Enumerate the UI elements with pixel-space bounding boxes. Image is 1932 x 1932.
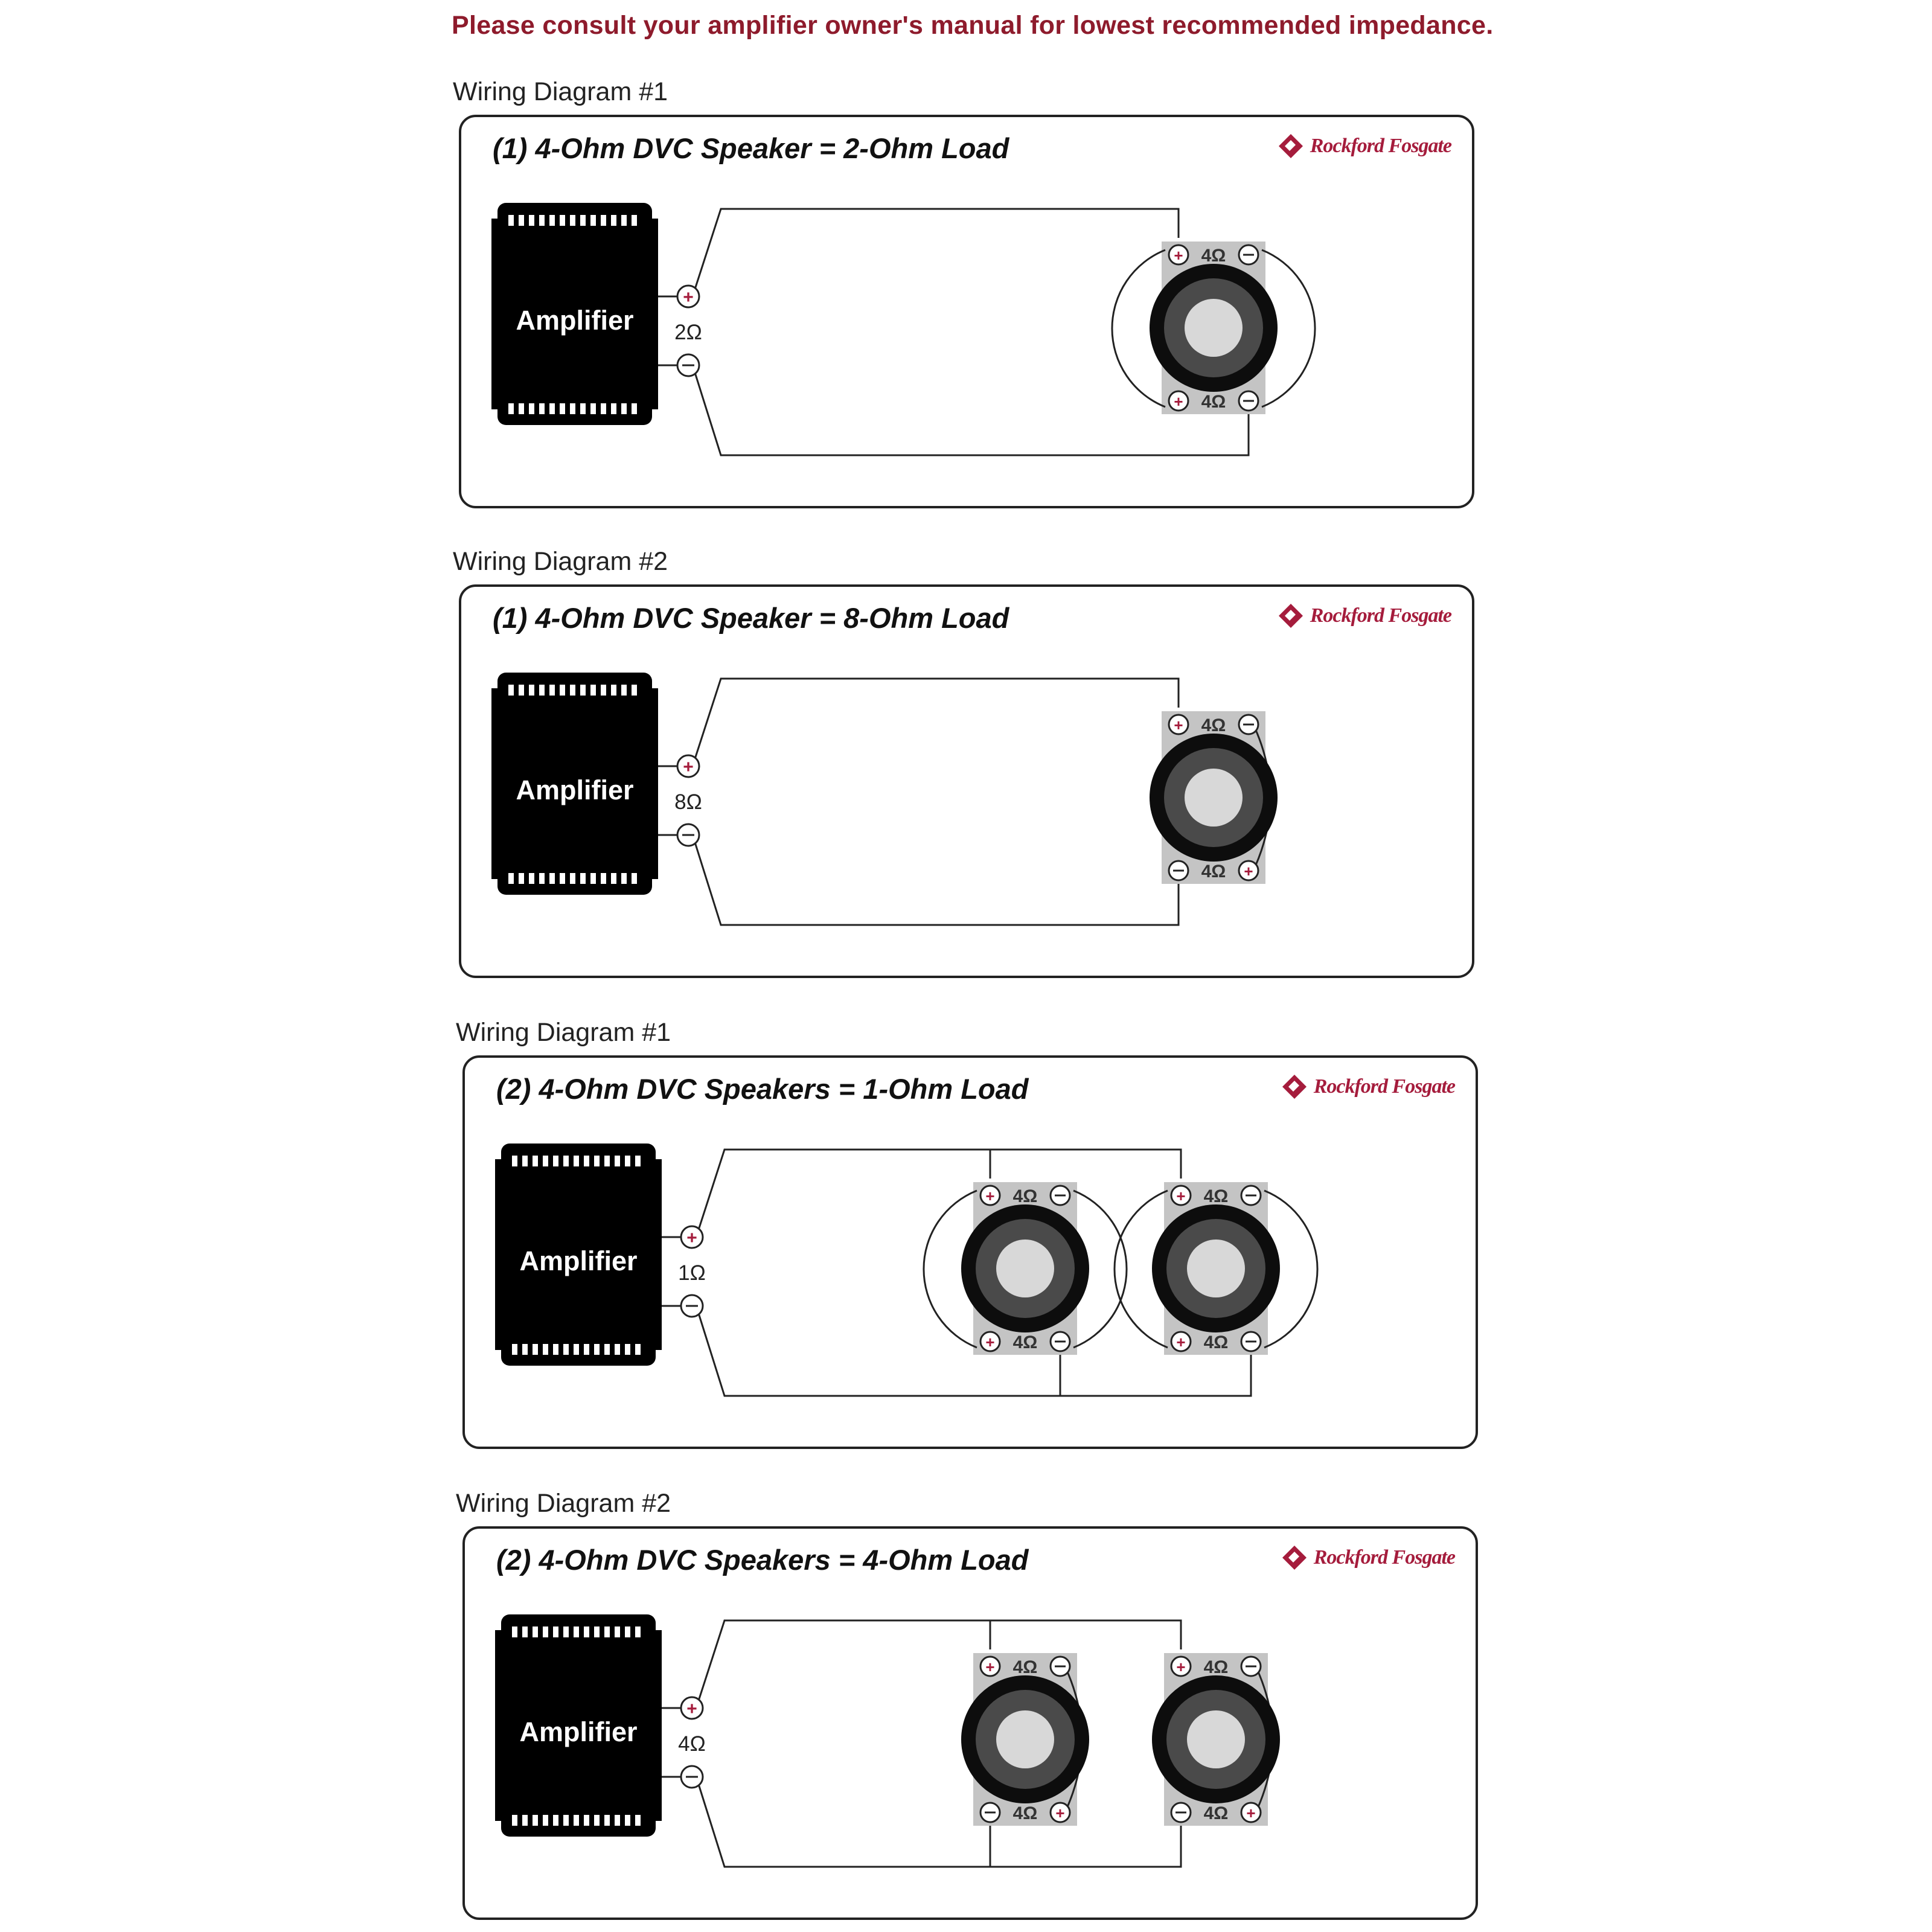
coil-top-impedance: 4Ω — [1201, 715, 1226, 735]
svg-text:+: + — [1055, 1804, 1065, 1822]
svg-text:+: + — [1174, 246, 1183, 264]
coil-top-impedance: 4Ω — [1203, 1657, 1229, 1677]
diagram-3-wiring — [465, 1058, 1480, 1451]
svg-text:+: + — [985, 1333, 995, 1351]
coil-bottom-impedance: 4Ω — [1012, 1332, 1038, 1352]
diagram-3-title: (2) 4-Ohm DVC Speakers = 1-Ohm Load — [496, 1073, 1029, 1105]
amplifier-label: Amplifier — [519, 1246, 638, 1276]
svg-text:+: + — [985, 1187, 995, 1205]
load-impedance: 2Ω — [674, 321, 702, 344]
coil-top-impedance: 4Ω — [1201, 246, 1226, 266]
diagram-4-title: (2) 4-Ohm DVC Speakers = 4-Ohm Load — [496, 1544, 1029, 1576]
impedance-notice: Please consult your amplifier owner's manual for lowest recommended impedance. — [452, 11, 1494, 40]
svg-text:+: + — [1176, 1333, 1186, 1351]
diagram-1-panel — [459, 115, 1474, 508]
load-impedance: 4Ω — [678, 1732, 706, 1756]
coil-bottom-impedance: 4Ω — [1203, 1332, 1229, 1352]
diagram-3-panel — [462, 1055, 1478, 1449]
coil-bottom-impedance: 4Ω — [1012, 1803, 1038, 1823]
amplifier-block — [495, 1614, 662, 1837]
load-impedance: 8Ω — [674, 790, 702, 814]
amplifier-block — [491, 203, 658, 425]
speaker-1 — [924, 1182, 1127, 1355]
speaker-1 — [1112, 242, 1315, 414]
diagram-2-title: (1) 4-Ohm DVC Speaker = 8-Ohm Load — [493, 602, 1009, 634]
coil-bottom-impedance: 4Ω — [1203, 1803, 1229, 1823]
coil-top-impedance: 4Ω — [1203, 1186, 1229, 1206]
amplifier-block — [491, 673, 658, 895]
svg-text:+: + — [1174, 392, 1183, 411]
amplifier-label: Amplifier — [516, 775, 634, 805]
coil-bottom-impedance: 4Ω — [1201, 862, 1226, 881]
amplifier-block — [495, 1144, 662, 1366]
load-impedance: 1Ω — [678, 1261, 706, 1285]
svg-text:+: + — [683, 287, 694, 307]
diagram-4-label: Wiring Diagram #2 — [456, 1489, 671, 1518]
svg-text:+: + — [683, 757, 694, 777]
svg-text:+: + — [1176, 1658, 1186, 1676]
svg-text:+: + — [686, 1699, 697, 1719]
brand-name: Rockford Fosgate — [1313, 1075, 1455, 1098]
speaker-2 — [1152, 1653, 1280, 1826]
speaker-2 — [1115, 1182, 1317, 1355]
diagram-2-wiring — [461, 587, 1477, 980]
svg-text:+: + — [1176, 1187, 1186, 1205]
svg-text:+: + — [686, 1228, 697, 1248]
svg-text:+: + — [1244, 862, 1253, 880]
speaker-1 — [961, 1653, 1089, 1826]
diagram-1-title: (1) 4-Ohm DVC Speaker = 2-Ohm Load — [493, 132, 1009, 164]
coil-top-impedance: 4Ω — [1012, 1657, 1038, 1677]
amplifier-label: Amplifier — [516, 305, 634, 336]
diagram-4-wiring — [465, 1529, 1480, 1922]
diagram-1-label: Wiring Diagram #1 — [453, 77, 668, 106]
diagram-4-panel — [462, 1526, 1478, 1920]
diagram-3-label: Wiring Diagram #1 — [456, 1018, 671, 1047]
diagram-1-wiring — [461, 117, 1477, 511]
svg-text:+: + — [1246, 1804, 1256, 1822]
coil-top-impedance: 4Ω — [1012, 1186, 1038, 1206]
amplifier-label: Amplifier — [519, 1716, 638, 1747]
brand-name: Rockford Fosgate — [1313, 1546, 1455, 1569]
diagram-2-label: Wiring Diagram #2 — [453, 547, 668, 576]
svg-text:+: + — [1174, 716, 1183, 734]
speaker-1 — [1150, 711, 1278, 884]
svg-text:+: + — [985, 1658, 995, 1676]
coil-bottom-impedance: 4Ω — [1201, 392, 1226, 412]
diagram-2-panel — [459, 584, 1474, 978]
brand-name: Rockford Fosgate — [1310, 604, 1451, 627]
brand-name: Rockford Fosgate — [1310, 135, 1451, 157]
